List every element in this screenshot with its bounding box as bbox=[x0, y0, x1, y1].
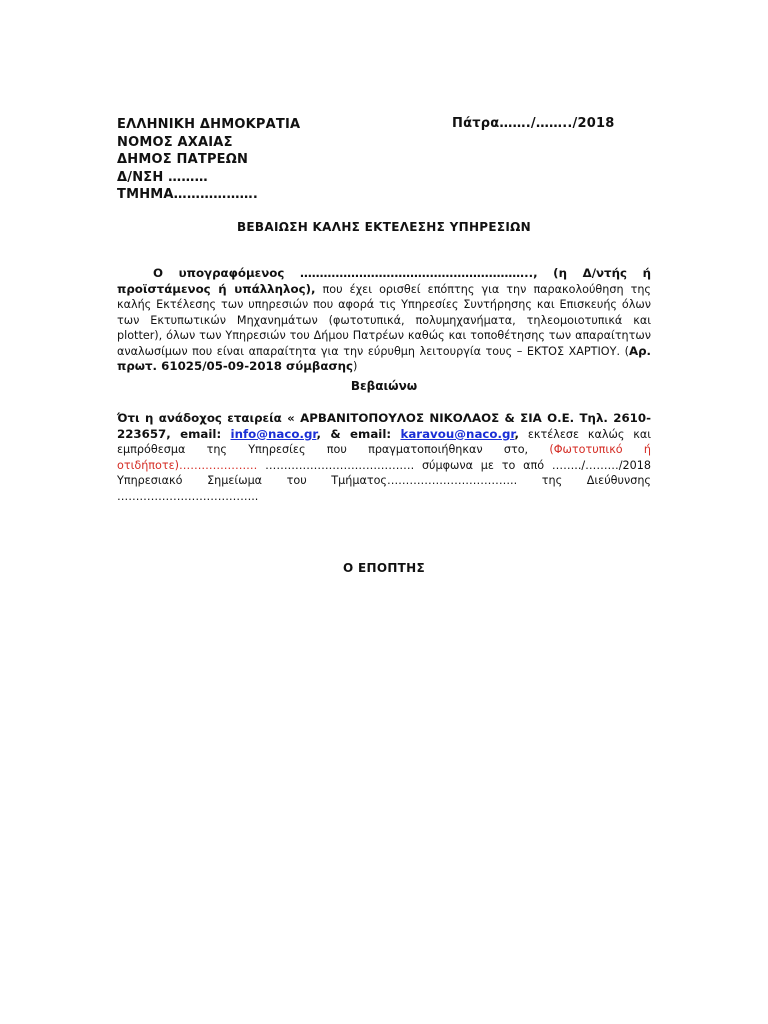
header-line-department: ΤΜΗΜΑ………………. bbox=[117, 187, 259, 202]
equipment-placeholder: (Φωτοτυπικό ή οτιδήποτε)………………… bbox=[117, 443, 651, 472]
document-date: Πάτρα……./……../2018 bbox=[452, 116, 615, 131]
supervisor-paragraph bbox=[117, 266, 651, 375]
email-link-karavou[interactable]: karavou@naco.gr bbox=[400, 426, 515, 441]
contractor-email-separator: , & email: bbox=[316, 426, 401, 441]
contract-reference: Αρ. πρωτ. 61025/05-09-2018 σύμβασης bbox=[117, 343, 651, 373]
supervisor-name-bold: Ο υπογραφόμενος ………………………………………………….., (η Δ/ντής ή προϊστάμενος ή υπάλληλος), bbox=[117, 266, 651, 296]
document-title: ΒΕΒΑΙΩΣΗ ΚΑΛΗΣ ΕΚΤΕΛΕΣΗΣ ΥΠΗΡΕΣΙΩΝ bbox=[236, 220, 531, 234]
contractor-paragraph-rest: …………………………………. σύμφωνα με το από ……../………/2018 Υπηρεσιακό Σημείωμα του Τμήματος…………………………….. της Διεύθυνσης ……………………………….. bbox=[117, 458, 651, 503]
header-line-directorate: Δ/ΝΣΗ ……… bbox=[117, 169, 208, 185]
contractor-details: Ότι η ανάδοχος εταιρεία « ΑΡΒΑΝΙΤΟΠΟΥΛΟΣ ΝΙΚΟΛΑΟΣ & ΣΙΑ Ο.Ε. Τηλ. 2610-223657, email: bbox=[117, 411, 651, 441]
contractor-paragraph-text: εκτέλεσε καλώς και εμπρόθεσμα της Υπηρεσίες που πραγματοποιήθηκαν στο, bbox=[117, 427, 651, 456]
supervisor-paragraph-close: ) bbox=[353, 360, 358, 373]
email-link-info[interactable]: info@naco.gr bbox=[230, 426, 317, 441]
contractor-email-comma: , bbox=[514, 426, 519, 441]
contractor-paragraph bbox=[117, 411, 651, 504]
supervisor-signature: Ο ΕΠΟΠΤΗΣ bbox=[343, 561, 425, 575]
supervisor-paragraph-text: που έχει ορισθεί επόπτης για την παρακολούθηση της καλής Εκτέλεσης των υπηρεσιών που αφορά τις Υπηρεσίες Συντήρησης και Επισκευής όλων των Εκτυπωτικών Μηχανημάτων (φωτοτυπικά, πολυμηχανήματα, τηλεομοιοτυπικά και plotter), όλων των Υπηρεσιών του Δήμου Πατρέων καθώς και τοποθέτησης των απαραίτητων αναλωσίμων που είναι απαραίτητα για την εύρυθμη λειτουργία τους – ΕΚΤΟΣ ΧΑΡΤΙΟΥ. ( bbox=[117, 282, 651, 358]
confirm-heading: Βεβαιώνω bbox=[350, 379, 418, 393]
issuer-header bbox=[117, 116, 300, 204]
header-line-prefecture: ΝΟΜΟΣ ΑΧΑΙΑΣ bbox=[117, 134, 233, 150]
header-line-municipality: ΔΗΜΟΣ ΠΑΤΡΕΩΝ bbox=[117, 152, 249, 167]
header-line-republic: ΕΛΛΗΝΙΚΗ ΔΗΜΟΚΡΑΤΙΑ bbox=[117, 117, 301, 132]
